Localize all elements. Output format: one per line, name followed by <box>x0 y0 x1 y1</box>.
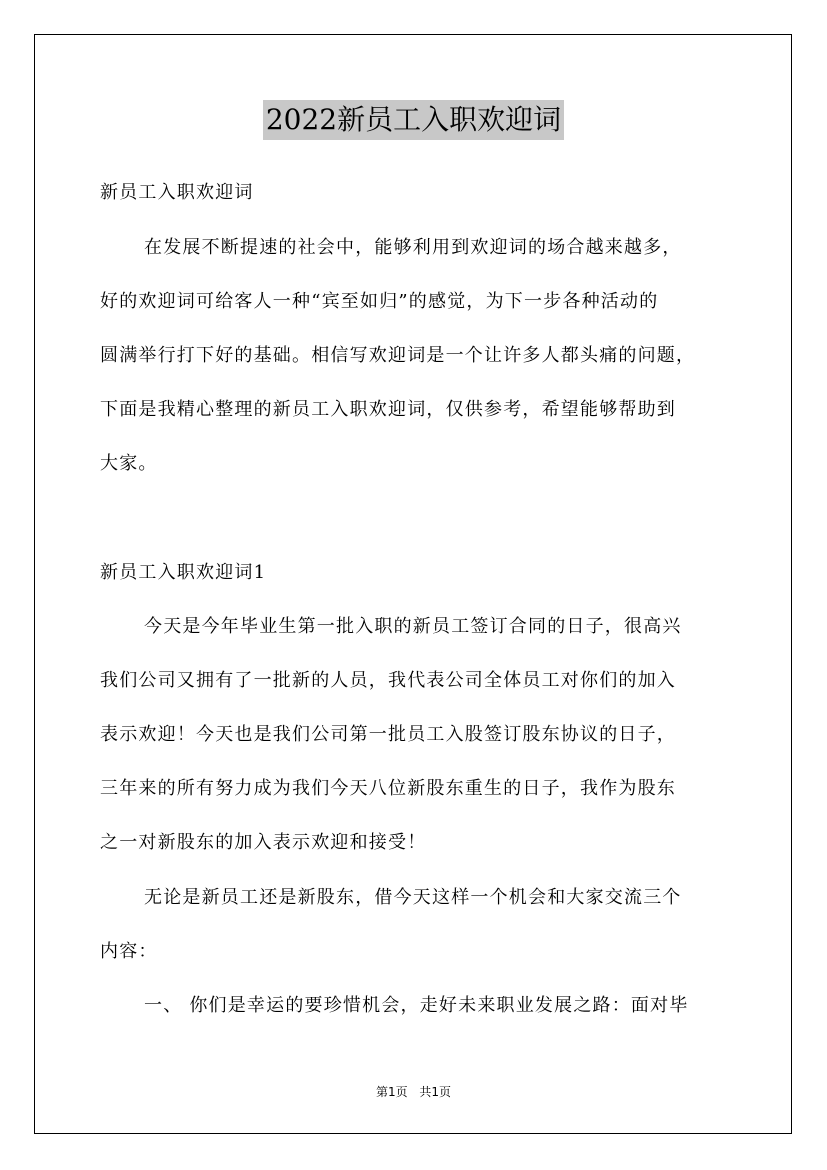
subtitle: 新员工入职欢迎词 <box>100 182 254 203</box>
paragraph-line: 一、 你们是幸运的要珍惜机会，走好未来职业发展之路：面对毕 <box>144 995 689 1016</box>
paragraph-line: 之一对新股东的加入表示欢迎和接受！ <box>100 832 427 853</box>
paragraph-line: 在发展不断提速的社会中，能够利用到欢迎词的场合越来越多， <box>144 237 682 258</box>
paragraph-line: 内容： <box>100 941 158 962</box>
paragraph-line: 圆满举行打下好的基础。相信写欢迎词是一个让许多人都头痛的问题， <box>100 345 696 366</box>
paragraph-line: 三年来的所有努力成为我们今天八位新股东重生的日子，我作为股东 <box>100 778 676 799</box>
paragraph-line: 表示欢迎！今天也是我们公司第一批员工入股签订股东协议的日子， <box>100 724 676 745</box>
page-total: 共1页 <box>419 1085 452 1099</box>
page-footer <box>0 1083 827 1100</box>
paragraph-line: 今天是今年毕业生第一批入职的新员工签订合同的日子，很高兴 <box>144 616 682 637</box>
title-container <box>0 100 827 140</box>
page-number: 第1页 <box>375 1085 408 1099</box>
paragraph-line: 无论是新员工还是新股东，借今天这样一个机会和大家交流三个 <box>144 887 682 908</box>
section-heading: 新员工入职欢迎词1 <box>100 562 267 583</box>
paragraph-line: 好的欢迎词可给客人一种“宾至如归”的感觉，为下一步各种活动的 <box>100 291 659 312</box>
document-title: 2022新员工入职欢迎词 <box>263 100 564 140</box>
paragraph-line: 我们公司又拥有了一批新的人员，我代表公司全体员工对你们的加入 <box>100 670 676 691</box>
paragraph-line: 下面是我精心整理的新员工入职欢迎词，仅供参考，希望能够帮助到 <box>100 399 676 420</box>
paragraph-line: 大家。 <box>100 453 158 474</box>
